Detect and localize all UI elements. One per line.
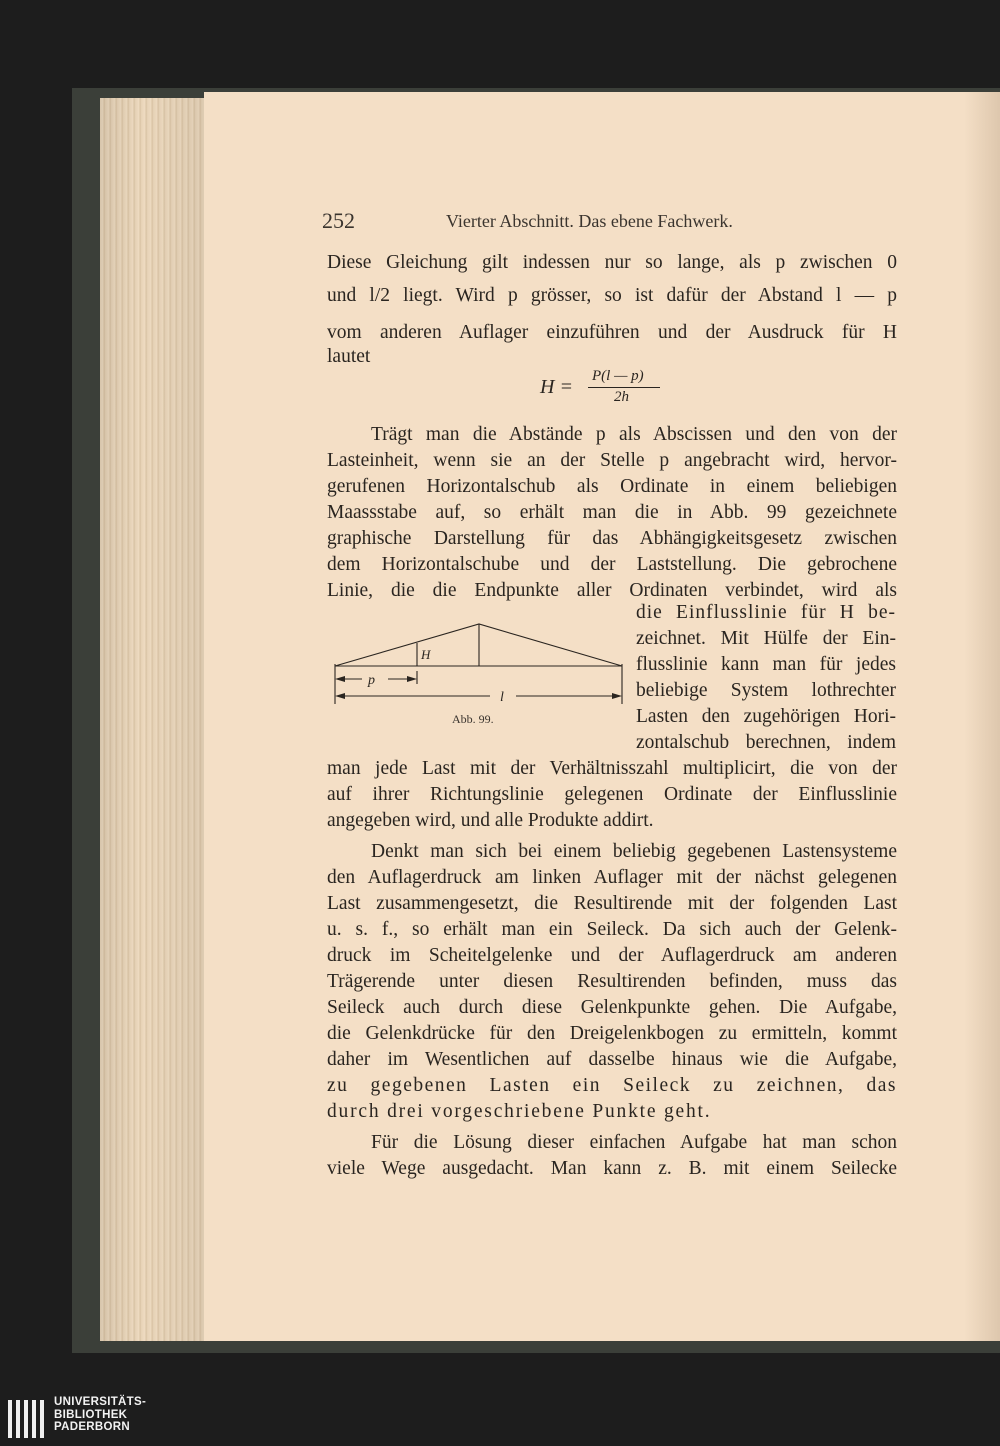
running-head: [322, 208, 782, 234]
text-line: durch drei vorgeschriebene Punkte geht.: [327, 1101, 712, 1122]
library-logo: UNIVERSITÄTS- BIBLIOTHEK PADERBORN: [54, 1396, 147, 1433]
text-line: beliebige System lothrechter: [636, 680, 896, 701]
text-line: druck im Scheitelgelenke und der Auflagerdruck am anderen: [327, 945, 897, 966]
chapter-title: Vierter Abschnitt. Das ebene Fachwerk.: [446, 211, 733, 231]
formula-denominator: 2h: [614, 389, 629, 405]
text-line: die Gelenkdrücke für den Dreigelenkbogen zu ermitteln, kommt: [327, 1023, 897, 1044]
text-line: flusslinie kann man für jedes: [636, 654, 896, 675]
text-line: zu gegebenen Lasten ein Seileck zu zeichnen, das: [327, 1075, 897, 1096]
figure-abb-99: [330, 616, 630, 716]
figure-label-p: p: [368, 673, 375, 688]
text-line: Trägt man die Abstände p als Abscissen und den von der: [371, 424, 897, 445]
text-line: gerufenen Horizontalschub als Ordinate in einem beliebigen: [327, 476, 897, 497]
text-line: Diese Gleichung gilt indessen nur so lange, als p zwischen 0: [327, 252, 897, 273]
figure-label-h: H: [421, 647, 431, 662]
text-line: Linie, die die Endpunkte aller Ordinaten verbindet, wird als: [327, 580, 897, 601]
text-line: angegeben wird, und alle Produkte addirt.: [327, 810, 654, 831]
figure-label-l: l: [500, 690, 504, 705]
text-line: vom anderen Auflager einzuführen und der Ausdruck für H: [327, 322, 897, 343]
text-line: graphische Darstellung für das Abhängigkeitsgesetz zwischen: [327, 528, 897, 549]
text-line: daher im Wesentlichen auf dasselbe hinaus wie die Aufgabe,: [327, 1049, 897, 1070]
text-line: viele Wege ausgedacht. Man kann z. B. mit einem Seilecke: [327, 1158, 897, 1179]
text-line: zontalschub berechnen, indem: [636, 732, 896, 753]
text-line: Last zusammengesetzt, die Resultirende mit der folgenden Last: [327, 893, 897, 914]
text-line: dem Horizontalschube und der Laststellung. Die gebrochene: [327, 554, 897, 575]
text-line: Lasteinheit, wenn sie an der Stelle p angebracht wird, hervor-: [327, 450, 897, 471]
text-line: Trägerende unter diesen Resultirenden befinden, muss das: [327, 971, 897, 992]
text-line: Für die Lösung dieser einfachen Aufgabe hat man schon: [371, 1132, 897, 1153]
text-line: Seileck auch durch diese Gelenkpunkte gehen. Die Aufgabe,: [327, 997, 897, 1018]
text-line: lautet: [327, 346, 371, 367]
page-number: 252: [322, 208, 355, 233]
text-line: den Auflagerdruck am linken Auflager mit der nächst gelegenen: [327, 867, 897, 888]
text-line: u. s. f., so erhält man ein Seileck. Da sich auch der Gelenk-: [327, 919, 897, 940]
text-line: zeichnet. Mit Hülfe der Ein-: [636, 628, 896, 649]
text-line: Denkt man sich bei einem beliebig gegebenen Lastensysteme: [371, 841, 897, 862]
text-line: auf ihrer Richtungslinie gelegenen Ordinate der Einflusslinie: [327, 784, 897, 805]
text-line: die Einflusslinie für H be-: [636, 602, 896, 623]
text-line: man jede Last mit der Verhältnisszahl multiplicirt, die von der: [327, 758, 897, 779]
text-line: und l/2 liegt. Wird p grösser, so ist dafür der Abstand l — p: [327, 285, 897, 306]
text-line: Lasten den zugehörigen Hori-: [636, 706, 896, 727]
formula-lhs: H =: [540, 376, 573, 398]
text-line: Maassstabe auf, so erhält man die in Abb. 99 gezeichnete: [327, 502, 897, 523]
figure-caption: Abb. 99.: [452, 712, 494, 726]
formula-numerator: P(l — p): [592, 368, 644, 384]
